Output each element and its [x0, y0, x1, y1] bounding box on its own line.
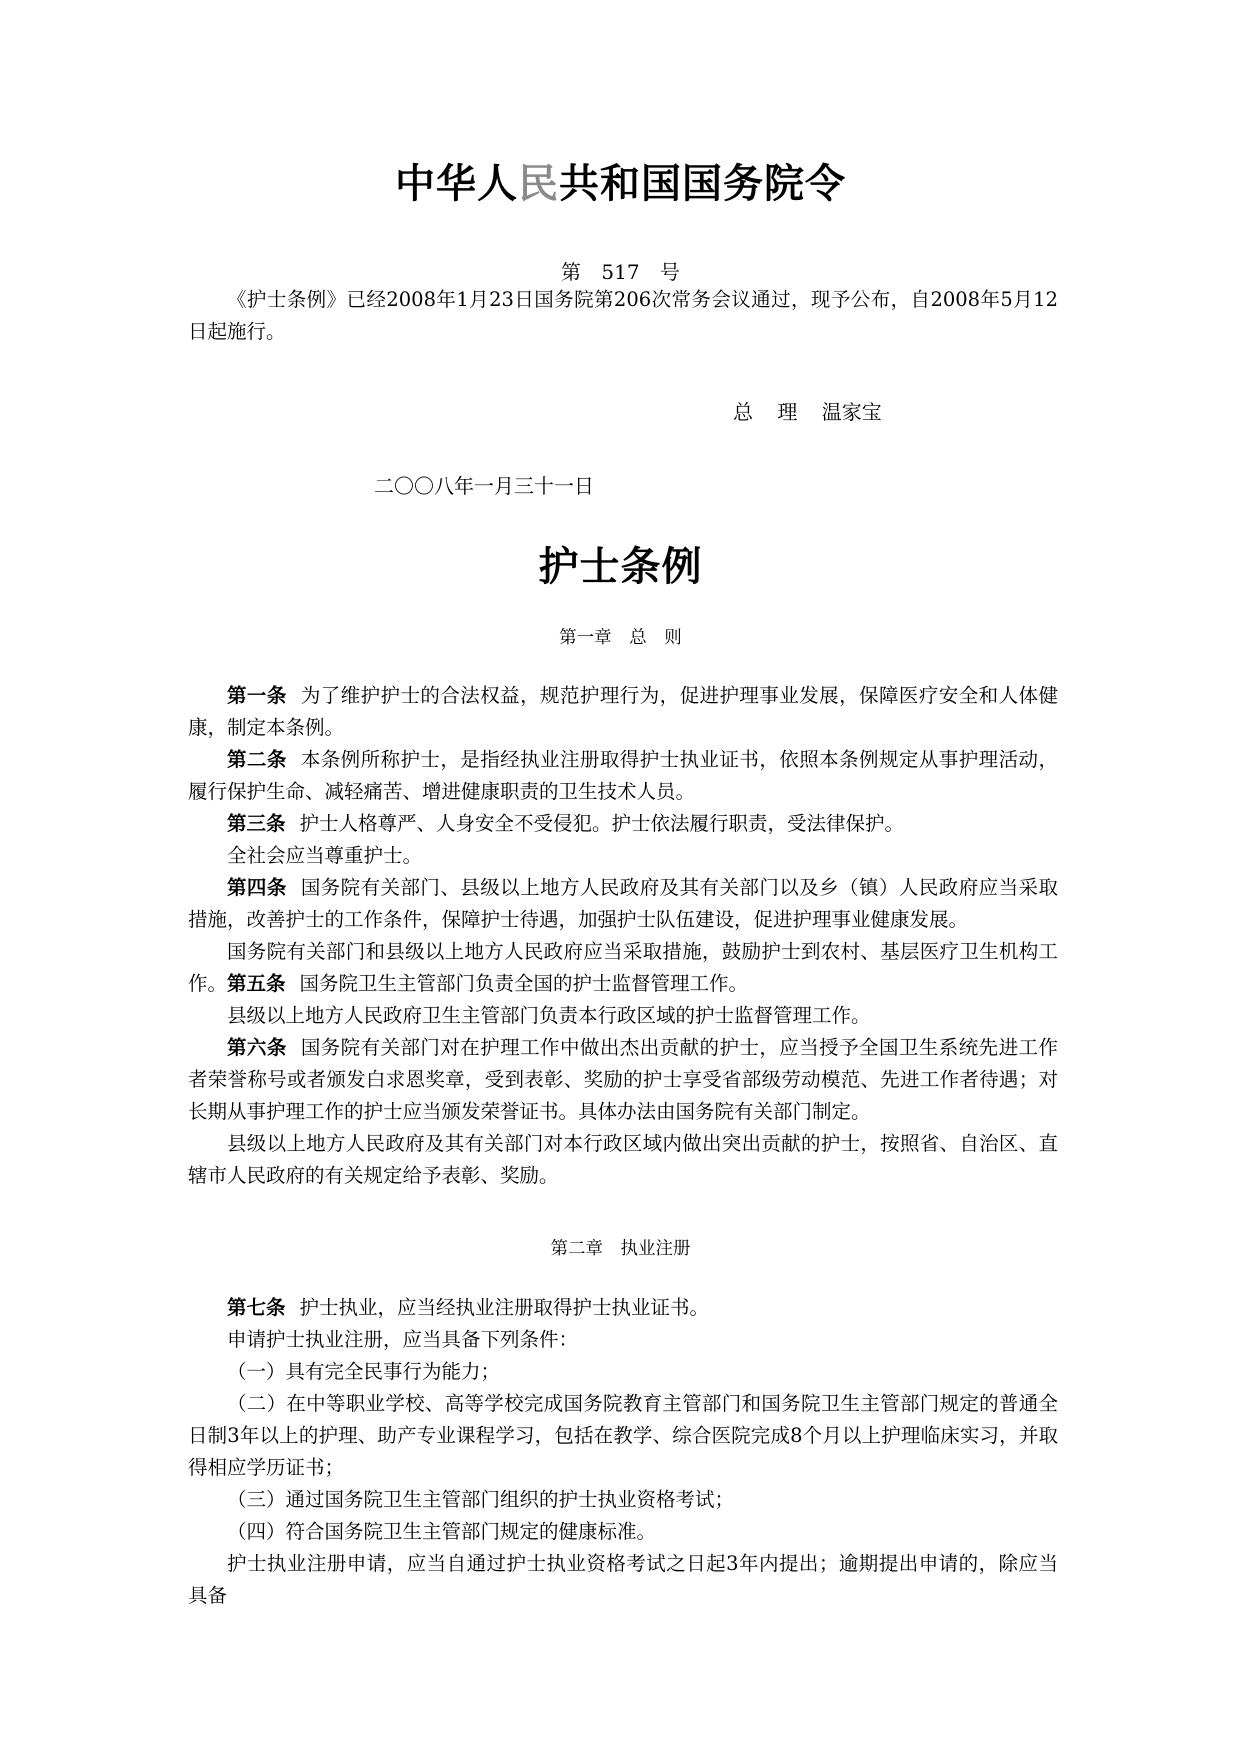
article-3: 第三条 护士人格尊严、人身安全不受侵犯。护士依法履行职责，受法律保护。 — [227, 812, 905, 835]
article-2: 第二条 本条例所称护士，是指经执业注册取得护士执业证书，依照本条例规定从事护理活动，履行保护生命、减轻痛苦、增进健康职责的卫生技术人员。 — [188, 748, 1058, 803]
article-7-paragraph-2: 申请护士执业注册，应当具备下列条件： — [227, 1328, 579, 1351]
chapter-2-heading: 第二章 执业注册 — [550, 1239, 691, 1259]
article-number: 第七条 — [227, 1296, 286, 1319]
article-6-paragraph-2: 县级以上地方人民政府及其有关部门对本行政区域内做出突出贡献的护士，按照省、自治区、直辖市人民政府的有关规定给予表彰、奖励。 — [188, 1132, 1058, 1187]
article-number: 第四条 — [227, 876, 287, 899]
chapter-1-heading: 第一章 总 则 — [559, 628, 682, 648]
article-number: 第二条 — [227, 748, 287, 771]
premier-signature: 总 理 温家宝 — [733, 400, 882, 424]
article-number: 第六条 — [227, 1036, 287, 1059]
regulation-title: 护士条例 — [538, 544, 703, 590]
decree-title: 中华人民共和国国务院令 — [395, 161, 846, 207]
article-3-paragraph-2: 全社会应当尊重护士。 — [227, 844, 423, 867]
condition-2: （二）在中等职业学校、高等学校完成国务院教育主管部门和国务院卫生主管部门规定的普通全日制3年以上的护理、助产专业课程学习，包括在教学、综合医院完成8个月以上护理临床实习，并取得相应学历证书； — [188, 1392, 1058, 1479]
article-7: 第七条 护士执业，应当经执业注册取得护士执业证书。 — [227, 1296, 710, 1319]
article-7-paragraph-3: 护士执业注册申请，应当自通过护士执业资格考试之日起3年内提出；逾期提出申请的，除应当具备 — [188, 1552, 1058, 1607]
article-5: 第五条 国务院卫生主管部门负责全国的护士监督管理工作。 — [227, 972, 749, 995]
article-5-paragraph-2: 县级以上地方人民政府卫生主管部门负责本行政区域的护士监督管理工作。 — [227, 1004, 871, 1027]
article-4: 第四条 国务院有关部门、县级以上地方人民政府及其有关部门以及乡（镇）人民政府应当采取措施，改善护士的工作条件，保障护士待遇，加强护士队伍建设，促进护理事业健康发展。 — [188, 876, 1058, 931]
decree-intro: 《护士条例》已经2008年1月23日国务院第206次常务会议通过，现予公布，自2008年5月12日起施行。 — [188, 288, 1058, 343]
article-1: 第一条 为了维护护士的合法权益，规范护理行为，促进护理事业发展，保障医疗安全和人体健康，制定本条例。 — [188, 684, 1058, 739]
article-4-paragraph-2: 国务院有关部门和县级以上地方人民政府应当采取措施，鼓励护士到农村、基层医疗卫生机构工作。 — [188, 940, 1058, 995]
article-number: 第三条 — [227, 812, 286, 835]
condition-4: （四）符合国务院卫生主管部门规定的健康标准。 — [227, 1520, 657, 1543]
decree-date: 二〇〇八年一月三十一日 — [374, 474, 594, 498]
article-6: 第六条 国务院有关部门对在护理工作中做出杰出贡献的护士，应当授予全国卫生系统先进工作者荣誉称号或者颁发白求恩奖章，受到表彰、奖励的护士享受省部级劳动模范、先进工作者待遇；对长期从事护理工作的护士应当颁发荣誉证书。具体办法由国务院有关部门制定。 — [188, 1036, 1058, 1123]
condition-3: （三）通过国务院卫生主管部门组织的护士执业资格考试； — [227, 1488, 735, 1511]
article-number: 第一条 — [227, 684, 287, 707]
article-number: 第五条 — [227, 972, 286, 995]
decree-number: 第 517 号 — [561, 260, 680, 284]
decree-title-gray-char: 民 — [518, 161, 559, 207]
condition-1: （一）具有完全民事行为能力； — [227, 1360, 501, 1383]
